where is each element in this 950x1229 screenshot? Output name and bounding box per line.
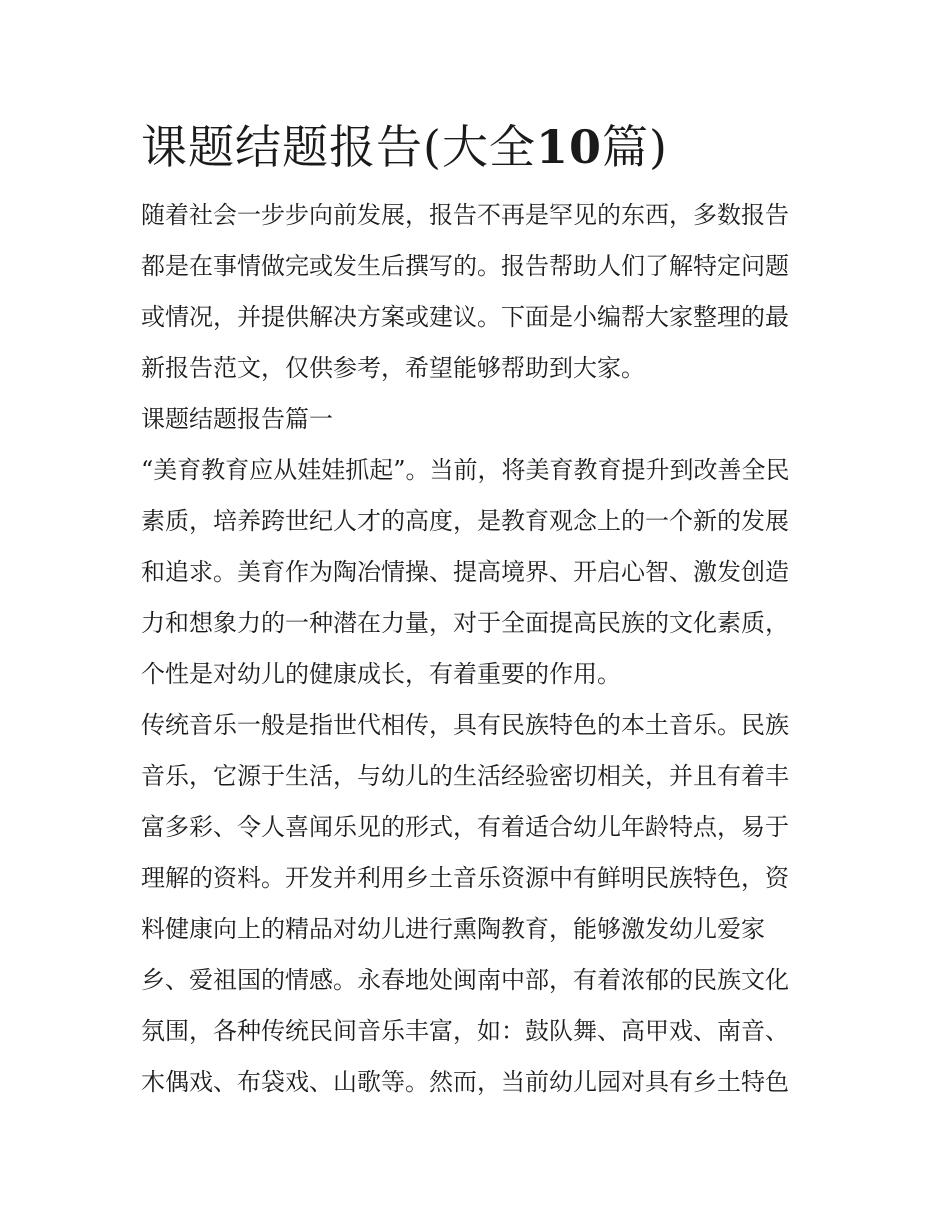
paragraph-line: 个性是对幼儿的健康成长，有着重要的作用。 xyxy=(141,660,621,688)
intro-line: 或情况，并提供解决方案或建议。下面是小编帮大家整理的最 xyxy=(141,303,789,331)
intro-line: 都是在事情做完或发生后撰写的。报告帮助人们了解特定问题 xyxy=(141,252,789,280)
body-paragraph-2 xyxy=(141,700,813,1108)
title-number: 10 xyxy=(535,120,602,174)
title-end-text: 篇) xyxy=(601,120,668,174)
paragraph-line: 素质，培养跨世纪人才的高度，是教育观念上的一个新的发展 xyxy=(141,507,789,535)
paragraph-line: 和追求。美育作为陶冶情操、提高境界、开启心智、激发创造 xyxy=(141,558,789,586)
intro-line: 随着社会一步步向前发展，报告不再是罕见的东西，多数报告 xyxy=(141,201,789,229)
intro-paragraph xyxy=(141,190,813,394)
paragraph-line: “美育教育应从娃娃抓起”。当前，将美育教育提升到改善全民 xyxy=(141,456,790,484)
paragraph-line: 乡、爱祖国的情感。永春地处闽南中部，有着浓郁的民族文化 xyxy=(141,966,789,994)
body-paragraph-1 xyxy=(141,445,813,700)
document-title xyxy=(141,112,813,182)
paragraph-line: 力和想象力的一种潜在力量，对于全面提高民族的文化素质， xyxy=(141,609,789,637)
section-heading xyxy=(141,394,813,445)
section-heading-text: 课题结题报告篇一 xyxy=(141,405,333,433)
paragraph-line: 料健康向上的精品对幼儿进行熏陶教育，能够激发幼儿爱家 xyxy=(141,915,765,943)
paragraph-line: 传统音乐一般是指世代相传，具有民族特色的本土音乐。民族 xyxy=(141,711,789,739)
intro-line: 新报告范文，仅供参考，希望能够帮助到大家。 xyxy=(141,354,645,382)
document-body xyxy=(141,112,813,1108)
paragraph-line: 木偶戏、布袋戏、山歌等。然而，当前幼儿园对具有乡土特色 xyxy=(141,1068,789,1096)
paragraph-line: 富多彩、令人喜闻乐见的形式，有着适合幼儿年龄特点，易于 xyxy=(141,813,789,841)
paragraph-line: 氛围，各种传统民间音乐丰富，如：鼓队舞、高甲戏、南音、 xyxy=(141,1017,789,1045)
paragraph-line: 理解的资料。开发并利用乡土音乐资源中有鲜明民族特色，资 xyxy=(141,864,789,892)
title-main-text: 课题结题报告(大全 xyxy=(141,120,536,174)
paragraph-line: 音乐，它源于生活，与幼儿的生活经验密切相关，并且有着丰 xyxy=(141,762,789,790)
